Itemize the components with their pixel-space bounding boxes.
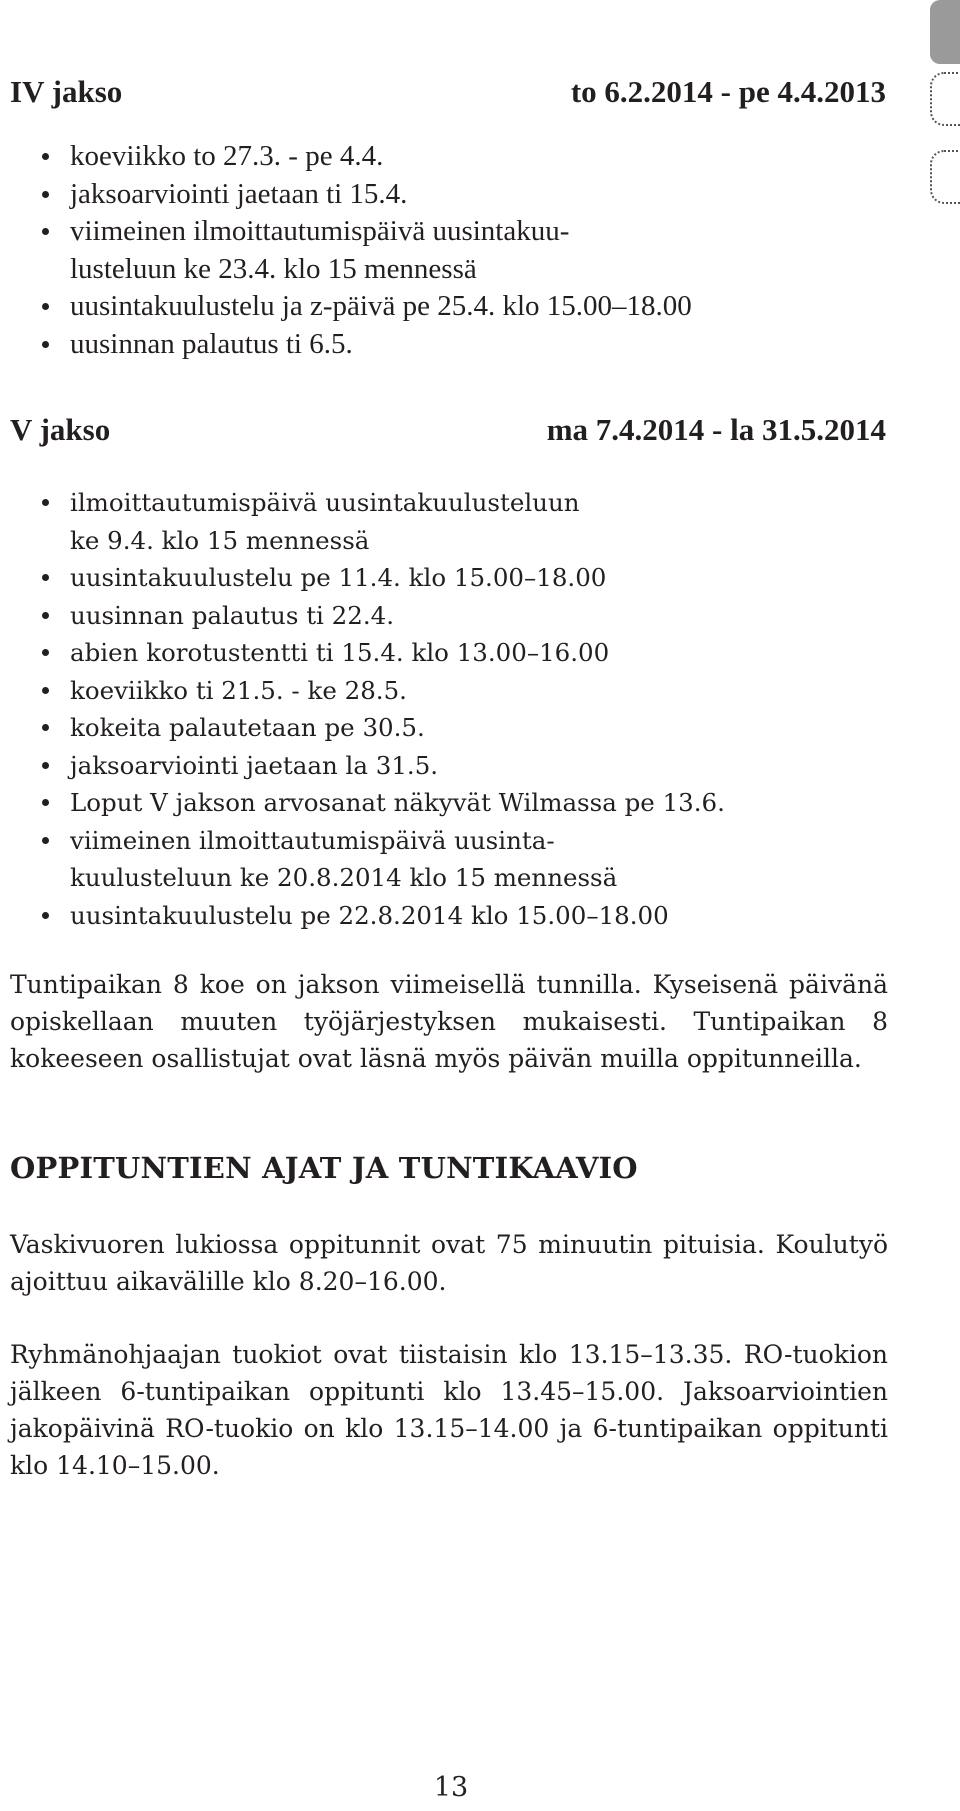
list-item: uusintakuulustelu pe 11.4. klo 15.00–18.00 [42,559,882,597]
list-item: jaksoarviointi jaetaan ti 15.4. [42,176,882,214]
list-item: koeviikko ti 21.5. - ke 28.5. [42,672,882,710]
list-item: viimeinen ilmoittautumispäivä uusinta- kuulusteluun ke 20.8.2014 klo 15 mennessä [42,822,882,897]
page-number: 13 [433,1772,469,1803]
list-item: viimeinen ilmoittautumispäivä uusintakuu- lusteluun ke 23.4. klo 15 mennessä [42,213,882,288]
section-5-dates: ma 7.4.2014 - la 31.5.2014 [546,412,886,447]
page-edge-bracket [930,150,960,204]
list-item: kokeita palautetaan pe 30.5. [42,709,882,747]
exam-slot-paragraph: Tuntipaikan 8 koe on jakson viimeisellä tunnilla. Kyseisenä päivänä opiskellaan muuten työjärjestyksen mukaisesti. Tuntipaikan 8 kokeeseen osallistujat ovat läsnä myös päivän muilla oppitunneilla. [10,970,888,1073]
list-item: uusinnan palautus ti 6.5. [42,326,882,364]
section-4-heading [10,72,886,112]
list-item: uusinnan palautus ti 22.4. [42,597,882,635]
list-item: koeviikko to 27.3. - pe 4.4. [42,138,882,176]
section-5-heading [10,410,886,450]
page-edge-bracket [930,72,960,126]
list-item: jaksoarviointi jaetaan la 31.5. [42,747,882,785]
list-item: abien korotustentti ti 15.4. klo 13.00–16.00 [42,634,882,672]
section-4-title: IV jakso [10,74,123,109]
list-item: ilmoittautumispäivä uusintakuulusteluun ke 9.4. klo 15 mennessä [42,484,882,559]
list-item: Loput V jakson arvosanat näkyvät Wilmassa pe 13.6. [42,784,882,822]
list-item: uusintakuulustelu pe 22.8.2014 klo 15.00–18.00 [42,897,882,935]
coaching-paragraph: Ryhmänohjaajan tuokiot ovat tiistaisin klo 13.15–13.35. RO-tuokion jälkeen 6-tuntipaikan oppitunti klo 13.45–15.00. Jaksoarviointien jakopäivinä RO-tuokio on klo 13.15–14.00 ja 6-tuntipaikan oppitunti klo 14.10–15.00. [10,1340,888,1480]
lesson-times-paragraph: Vaskivuoren lukiossa oppitunnit ovat 75 minuutin pituisia. Koulutyö ajoittuu aikavälille klo 8.20–16.00. [10,1230,888,1296]
list-item: uusintakuulustelu ja z-päivä pe 25.4. klo 15.00–18.00 [42,288,882,326]
lessons-section-title: OPPITUNTIEN AJAT JA TUNTIKAAVIO [10,1151,638,1185]
section-4-list [42,138,882,364]
section-5-list [42,484,882,934]
section-4-dates: to 6.2.2014 - pe 4.4.2013 [570,74,886,109]
section-5-title: V jakso [10,412,111,447]
page-edge-tab [930,0,960,64]
